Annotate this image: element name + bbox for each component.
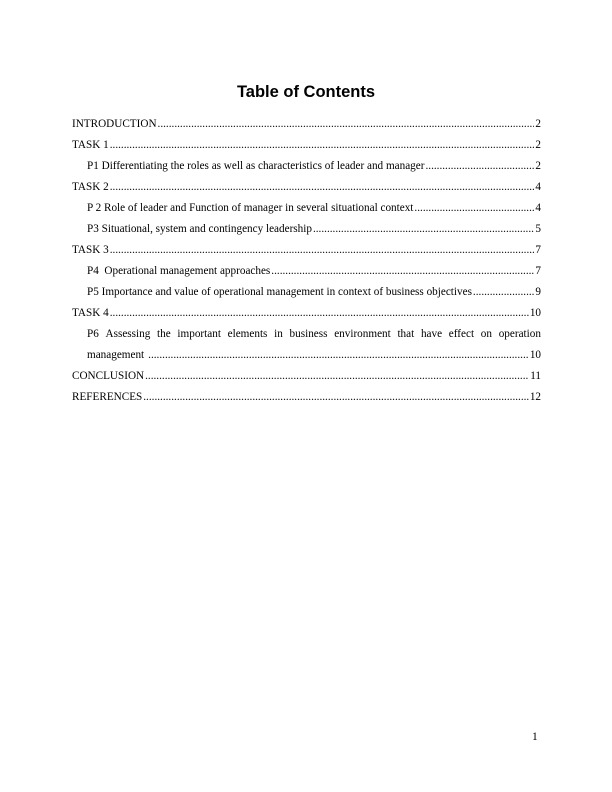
dot-leader [110,177,535,198]
dot-leader [145,366,529,387]
toc-entry-references[interactable] [72,387,541,408]
dot-leader [143,387,529,408]
word: have [420,328,443,340]
toc-entry-label: P3 Situational, system and contingency leadership [87,223,312,235]
toc-entry-page: 10 [529,307,541,319]
toc-entry-page: 11 [530,370,541,382]
toc-entry-conclusion[interactable] [72,366,541,387]
dot-leader [425,156,534,177]
word: the [157,328,171,340]
toc-entry-label: TASK 1 [72,139,109,151]
toc-entry-p5[interactable] [87,282,541,303]
toc-entry-task4[interactable] [72,303,541,324]
toc-entry-label: P 2 Role of leader and Function of manager in several situational context [87,202,414,214]
dot-leader [110,135,535,156]
toc-entry-introduction[interactable] [72,114,541,135]
toc-entry-task3[interactable] [72,240,541,261]
word: Assessing [105,328,151,340]
word: that [397,328,415,340]
dot-leader [271,261,534,282]
toc-entry-label: management [87,349,145,361]
toc-entry-label: CONCLUSION [72,370,145,382]
toc-entry-p1[interactable] [87,156,541,177]
toc-entry-page: 2 [535,118,541,130]
dot-leader [148,345,529,366]
toc-entry-label: P4 Operational management approaches [87,265,271,277]
toc-entry-task1[interactable] [72,135,541,156]
table-of-contents [72,114,541,408]
toc-entry-page: 9 [535,286,541,298]
toc-entry-p6-line1 [87,324,541,345]
dot-leader [110,303,529,324]
word: operation [498,328,541,340]
toc-entry-label: TASK 4 [72,307,109,319]
word: business [289,328,328,340]
dot-leader [313,219,534,240]
toc-entry-page: 2 [535,160,541,172]
dot-leader [110,240,535,261]
toc-entry-label: REFERENCES [72,391,143,403]
word: on [480,328,492,340]
toc-entry-label: P5 Importance and value of operational management in context of business objectives [87,286,472,298]
word: effect [448,328,475,340]
word: P6 [87,328,99,340]
toc-entry-page: 7 [535,265,541,277]
dot-leader [473,282,534,303]
toc-entry-page: 5 [535,223,541,235]
toc-entry-label: P1 Differentiating the roles as well as characteristics of leader and manager [87,160,425,172]
toc-entry-label: TASK 3 [72,244,109,256]
toc-entry-p6-line2 [87,345,541,366]
dot-leader [414,198,534,219]
page-number: 1 [532,731,538,743]
word: important [177,328,221,340]
toc-entry-task2[interactable] [72,177,541,198]
toc-entry-p4[interactable] [87,261,541,282]
toc-entry-p2[interactable] [87,198,541,219]
toc-entry-page: 2 [535,139,541,151]
toc-entry-label: TASK 2 [72,181,109,193]
dot-leader [158,114,535,135]
toc-entry-p3[interactable] [87,219,541,240]
toc-entry-page: 4 [535,202,541,214]
word: in [274,328,283,340]
word: elements [227,328,268,340]
toc-entry-page: 4 [535,181,541,193]
word: environment [334,328,391,340]
toc-entry-label: INTRODUCTION [72,118,157,130]
page-title: Table of Contents [236,83,376,101]
toc-entry-page: 12 [529,391,541,403]
toc-entry-p6[interactable] [87,324,541,366]
toc-entry-page: 10 [529,349,541,361]
toc-entry-page: 7 [535,244,541,256]
